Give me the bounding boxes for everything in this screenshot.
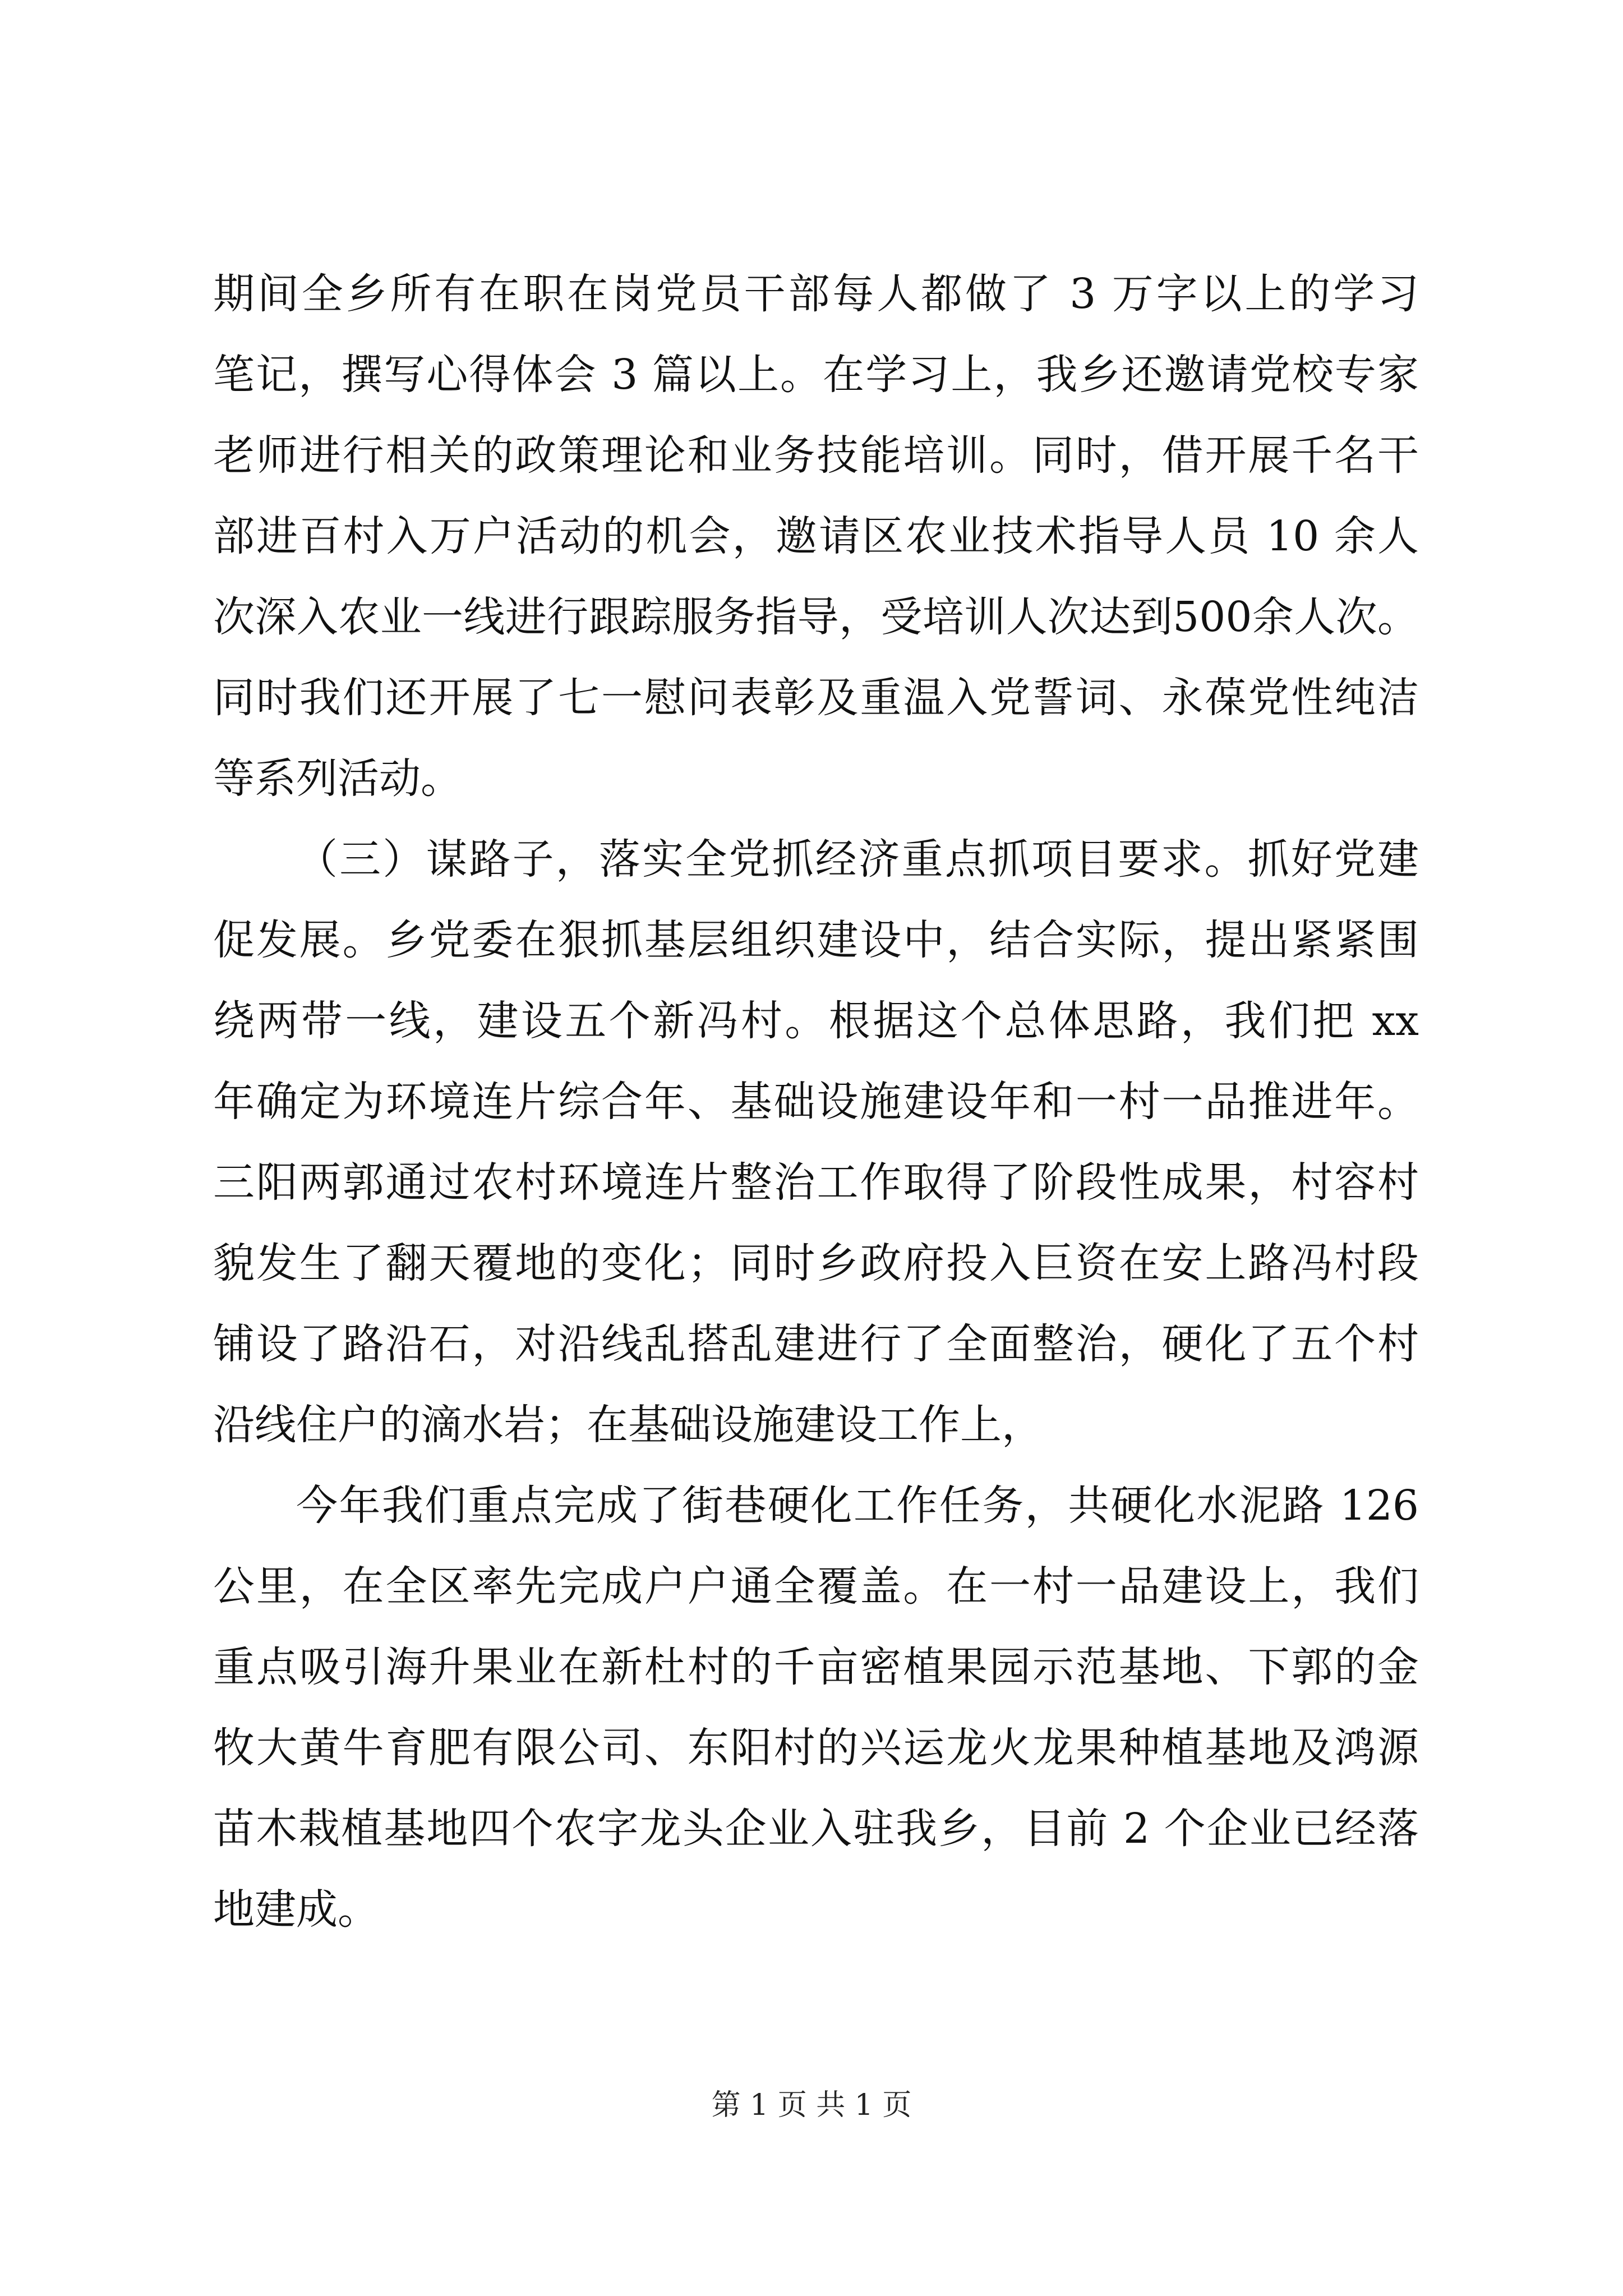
text-line: 牧大黄牛育肥有限公司、东阳村的兴运龙火龙果种植基地及鸿源 — [213, 1724, 1419, 1772]
text-line: 等系列活动。 — [213, 754, 462, 803]
text-line: 部进百村入万户活动的机会，邀请区农业技术指导人员 10 余人 — [213, 512, 1419, 560]
text-line: 老师进行相关的政策理论和业务技能培训。同时，借开展千名干 — [213, 431, 1419, 480]
page-number: 第 1 页 共 1 页 — [711, 2088, 912, 2122]
text-line: 沿线住户的滴水岩；在基础设施建设工作上， — [213, 1401, 1043, 1449]
text-line: 期间全乡所有在职在岗党员干部每人都做了 3 万字以上的学习 — [213, 270, 1419, 318]
text-line: 笔记，撰写心得体会 3 篇以上。在学习上，我乡还邀请党校专家 — [213, 351, 1419, 399]
text-line: 苗木栽植基地四个农字龙头企业入驻我乡，目前 2 个企业已经落 — [213, 1805, 1419, 1853]
text-line: 地建成。 — [213, 1885, 379, 1934]
paragraph-first-line: 今年我们重点完成了街巷硬化工作任务，共硬化水泥路 126 — [296, 1481, 1419, 1530]
body-text — [213, 254, 1419, 1950]
text-line: 三阳两郭通过农村环境连片整治工作取得了阶段性成果，村容村 — [213, 1158, 1419, 1207]
text-line: 公里，在全区率先完成户户通全覆盖。在一村一品建设上，我们 — [213, 1562, 1419, 1611]
text-line: 促发展。乡党委在狠抓基层组织建设中，结合实际，提出紧紧围 — [213, 916, 1419, 964]
text-line: 貌发生了翻天覆地的变化；同时乡政府投入巨资在安上路冯村段 — [213, 1239, 1419, 1287]
paragraph-first-line: （三）谋路子，落实全党抓经济重点抓项目要求。抓好党建 — [296, 835, 1419, 884]
text-line: 铺设了路沿石，对沿线乱搭乱建进行了全面整治，硬化了五个村 — [213, 1320, 1419, 1368]
text-line: 年确定为环境连片综合年、基础设施建设年和一村一品推进年。 — [213, 1078, 1419, 1126]
text-line: 重点吸引海升果业在新杜村的千亩密植果园示范基地、下郭的金 — [213, 1643, 1419, 1691]
text-line: 同时我们还开展了七一慰问表彰及重温入党誓词、永葆党性纯洁 — [213, 674, 1419, 722]
text-line: 次深入农业一线进行跟踪服务指导，受培训人次达到500余人次。 — [213, 593, 1419, 641]
text-line: 绕两带一线，建设五个新冯村。根据这个总体思路，我们把 xx — [213, 997, 1419, 1045]
page-footer — [0, 2086, 1623, 2125]
